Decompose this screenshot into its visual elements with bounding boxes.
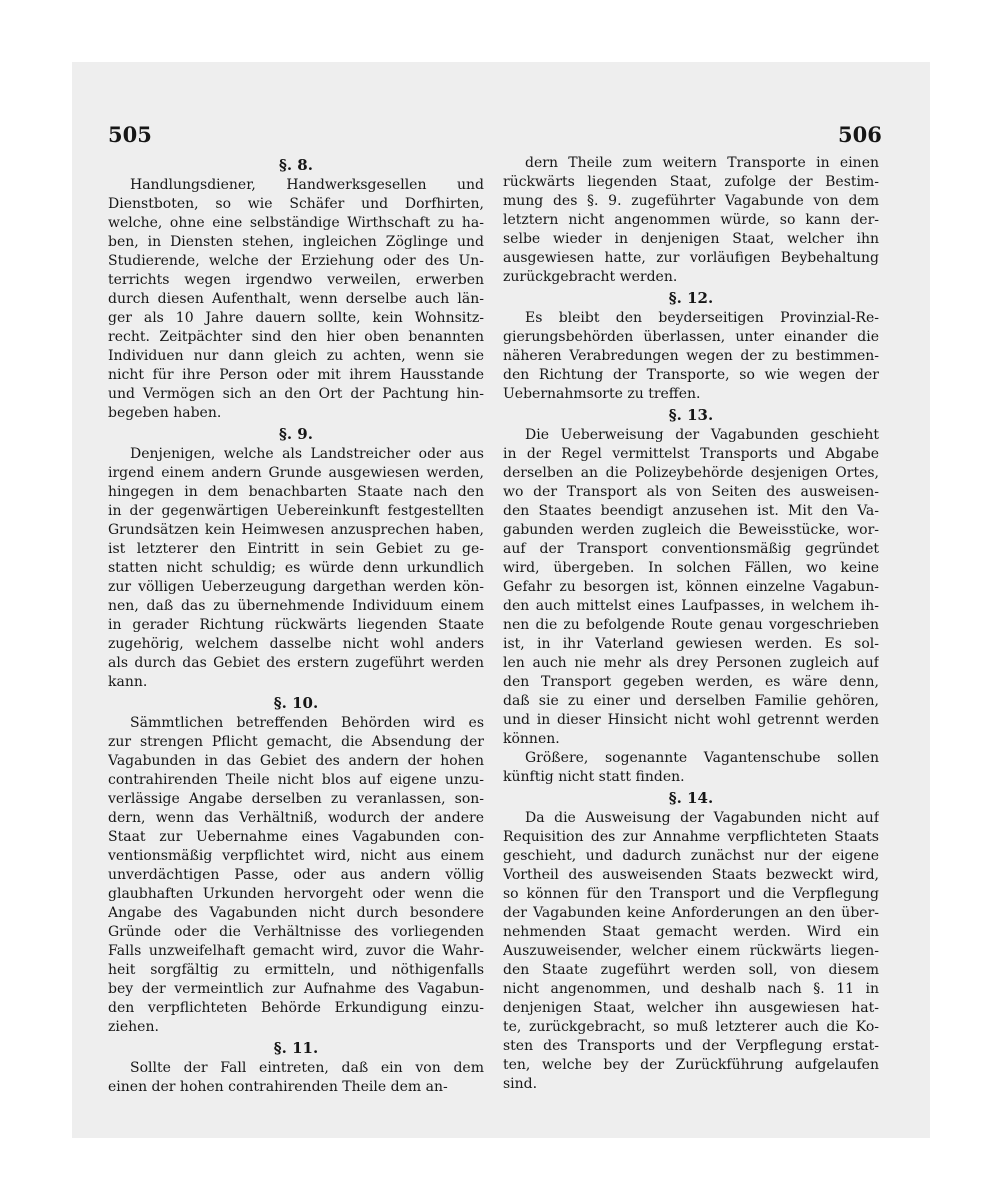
paragraph <box>108 176 484 423</box>
paragraph <box>503 309 879 404</box>
text-line: näheren Verabredungen wegen der zu bestimmen- <box>503 348 879 364</box>
text-line: Individuen nur dann gleich zu achten, wenn sie <box>108 348 484 364</box>
text-line: zur strengen Pflicht gemacht, die Absendung der <box>108 734 484 750</box>
text-line: ausgewiesen hatte, zur vorläufigen Beybehaltung <box>503 250 879 266</box>
text-line: Gründe oder die Verhältnisse des vorliegenden <box>108 924 484 940</box>
text-line: ist, in ihr Vaterland gewiesen werden. Es sol- <box>503 636 879 652</box>
text-line: nen, daß das zu übernehmende Individuum einem <box>108 598 484 614</box>
text-line: Vortheil des ausweisenden Staats bezweckt wird, <box>503 867 879 883</box>
text-line: Gefahr zu besorgen ist, können einzelne Vagabun- <box>503 579 879 595</box>
left-page-number: 505 <box>108 122 152 147</box>
text-line: gierungsbehörden überlassen, unter einander die <box>503 329 879 345</box>
text-line: kann. <box>108 674 148 690</box>
text-line: letztern nicht angenommen würde, so kann der- <box>503 212 879 228</box>
paragraph <box>503 809 879 1094</box>
text-line: terrichts wegen irgendwo verweilen, erwerben <box>108 272 484 288</box>
text-line: ziehen. <box>108 1019 159 1035</box>
section-heading: §. 10. <box>273 694 319 712</box>
text-line: den auch mittelst eines Laufpasses, in welchem ih- <box>503 598 879 614</box>
text-line: als durch das Gebiet des erstern zugeführt werden <box>108 655 484 671</box>
text-line: Angabe des Vagabunden nicht durch besondere <box>108 905 484 921</box>
text-line: Sollte der Fall eintreten, daß ein von dem <box>130 1060 484 1076</box>
text-line: unverdächtigen Passe, oder aus andern völlig <box>108 867 484 883</box>
text-line: te, zurückgebracht, so muß letzterer auch die Ko- <box>503 1019 879 1035</box>
right-text-column <box>503 154 879 1094</box>
text-line: Auszuweisender, welcher einem rückwärts liegen- <box>503 943 879 959</box>
text-line: zugehörig, welchem dasselbe nicht wohl anders <box>108 636 484 652</box>
text-line: Grundsätzen kein Heimwesen anzusprechen haben, <box>108 522 484 538</box>
text-line: Handlungsdiener, Handwerksgesellen und <box>130 177 484 193</box>
text-line: zur völligen Ueberzeugung dargethan werden kön- <box>108 579 484 595</box>
text-line: Studierende, welche der Erziehung oder des Un- <box>108 253 484 269</box>
text-line: denjenigen Staat, welcher ihn ausgewiesen hat- <box>503 1000 879 1016</box>
text-line: nicht angenommen, und deshalb nach §. 11 in <box>503 981 879 997</box>
text-line: der Vagabunden keine Anforderungen an den über- <box>503 905 879 921</box>
text-line: so können für den Transport und die Verpflegung <box>503 886 879 902</box>
text-line: und in dieser Hinsicht nicht wohl getrennt werden <box>503 712 879 728</box>
text-line: Vagabunden in das Gebiet des andern der hohen <box>108 753 484 769</box>
text-line: begeben haben. <box>108 405 222 421</box>
text-line: gabunden werden zugleich die Beweisstücke, wor- <box>503 522 879 538</box>
text-line: Denjenigen, welche als Landstreicher oder aus <box>130 446 484 462</box>
text-line: Requisition des zur Annahme verpflichteten Staats <box>503 829 879 845</box>
text-line: Die Ueberweisung der Vagabunden geschieht <box>525 427 879 443</box>
text-line: auf der Transport conventionsmäßig gegründet <box>503 541 879 557</box>
text-line: nehmenden Staat gemacht werden. Wird ein <box>503 924 879 940</box>
paragraph <box>503 154 879 287</box>
section-heading: §. 14. <box>668 789 714 807</box>
text-line: zurückgebracht werden. <box>503 269 678 285</box>
section-heading: §. 13. <box>668 406 714 424</box>
text-line: Sämmtlichen betreffenden Behörden wird es <box>130 715 484 731</box>
text-line: Dienstboten, so wie Schäfer und Dorfhirten, <box>108 196 484 212</box>
text-line: Da die Ausweisung der Vagabunden nicht auf <box>525 810 879 826</box>
text-line: können. <box>503 731 560 747</box>
text-line: derselben an die Polizeybehörde desjenigen Ortes, <box>503 465 879 481</box>
text-line: rückwärts liegenden Staat, zufolge der Bestim- <box>503 174 879 190</box>
text-line: geschieht, und dadurch zunächst nur der eigene <box>503 848 879 864</box>
text-line: den Transport gegeben werden, es wäre denn, <box>503 674 879 690</box>
text-line: künftig nicht statt finden. <box>503 769 685 785</box>
text-line: Uebernahmsorte zu treffen. <box>503 386 701 402</box>
text-line: in gerader Richtung rückwärts liegenden Staate <box>108 617 484 633</box>
text-line: ventionsmäßig verpflichtet wird, nicht aus einem <box>108 848 484 864</box>
text-line: Größere, sogenannte Vagantenschube sollen <box>525 750 879 766</box>
text-line: ist letzterer den Eintritt in sein Gebiet zu ge- <box>108 541 484 557</box>
paragraph <box>503 749 879 787</box>
right-page-number: 506 <box>838 122 882 147</box>
section-heading: §. 9. <box>279 425 313 443</box>
text-line: einen der hohen contrahirenden Theile dem an- <box>108 1079 448 1095</box>
text-line: und Vermögen sich an den Ort der Pachtung hin- <box>108 386 484 402</box>
text-line: sind. <box>503 1076 538 1092</box>
text-line: in der Regel vermittelst Transports und Abgabe <box>503 446 879 462</box>
text-line: welche, ohne eine selbständige Wirthschaft zu ha- <box>108 215 484 231</box>
text-line: ten, welche bey der Zurückführung aufgelaufen <box>503 1057 879 1073</box>
text-line: glaubhaften Urkunden hervorgeht oder wenn die <box>108 886 484 902</box>
text-line: den Richtung der Transporte, so wie wegen der <box>503 367 879 383</box>
text-line: nicht für ihre Person oder mit ihrem Hausstande <box>108 367 484 383</box>
text-line: ben, in Diensten stehen, ingleichen Zöglinge und <box>108 234 484 250</box>
text-line: recht. Zeitpächter sind den hier oben benannten <box>108 329 484 345</box>
text-line: contrahirenden Theile nicht blos auf eigene unzu- <box>108 772 484 788</box>
text-line: len auch nie mehr als drey Personen zugleich auf <box>503 655 879 671</box>
text-line: daß sie zu einer und derselben Familie gehören, <box>503 693 879 709</box>
text-line: heit sorgfältig zu ermitteln, und nöthigenfalls <box>108 962 484 978</box>
text-line: bey der vermeintlich zur Aufnahme des Vagabun- <box>108 981 484 997</box>
text-line: dern Theile zum weitern Transporte in einen <box>525 155 879 171</box>
section-heading: §. 8. <box>279 156 313 174</box>
paragraph <box>108 1059 484 1097</box>
left-text-column <box>108 154 484 1097</box>
text-line: wo der Transport als von Seiten des ausweisen- <box>503 484 879 500</box>
section-heading: §. 12. <box>668 289 714 307</box>
text-line: in der gegenwärtigen Uebereinkunft festgestellten <box>108 503 484 519</box>
paragraph <box>503 426 879 749</box>
text-line: nen die zu befolgende Route genau vorgeschrieben <box>503 617 879 633</box>
text-line: sten des Transports und der Verpflegung erstat- <box>503 1038 879 1054</box>
text-line: selbe wieder in denjenigen Staat, welcher ihn <box>503 231 879 247</box>
text-line: mung des §. 9. zugeführter Vagabunde von dem <box>503 193 879 209</box>
paragraph <box>108 445 484 692</box>
text-line: wird, übergeben. In solchen Fällen, wo keine <box>503 560 879 576</box>
text-line: Falls unzweifelhaft gemacht wird, zuvor die Wahr- <box>108 943 484 959</box>
text-line: durch diesen Aufenthalt, wenn derselbe auch län- <box>108 291 484 307</box>
text-line: hingegen in dem benachbarten Staate nach den <box>108 484 484 500</box>
paragraph <box>108 714 484 1037</box>
text-line: dern, wenn das Verhältniß, wodurch der andere <box>108 810 484 826</box>
text-line: den Staate zugeführt werden soll, von diesem <box>503 962 879 978</box>
text-line: ger als 10 Jahre dauern sollte, kein Wohnsitz- <box>108 310 484 326</box>
text-line: Staat zur Uebernahme eines Vagabunden con- <box>108 829 484 845</box>
text-line: verlässige Angabe derselben zu veranlassen, son- <box>108 791 484 807</box>
section-heading: §. 11. <box>273 1039 319 1057</box>
text-line: Es bleibt den beyderseitigen Provinzial-Re- <box>525 310 879 326</box>
text-line: den Staates beendigt anzusehen ist. Mit den Va- <box>503 503 879 519</box>
text-line: den verpflichteten Behörde Erkundigung einzu- <box>108 1000 484 1016</box>
text-line: statten nicht schuldig; es würde denn urkundlich <box>108 560 484 576</box>
text-line: irgend einem andern Grunde ausgewiesen werden, <box>108 465 484 481</box>
